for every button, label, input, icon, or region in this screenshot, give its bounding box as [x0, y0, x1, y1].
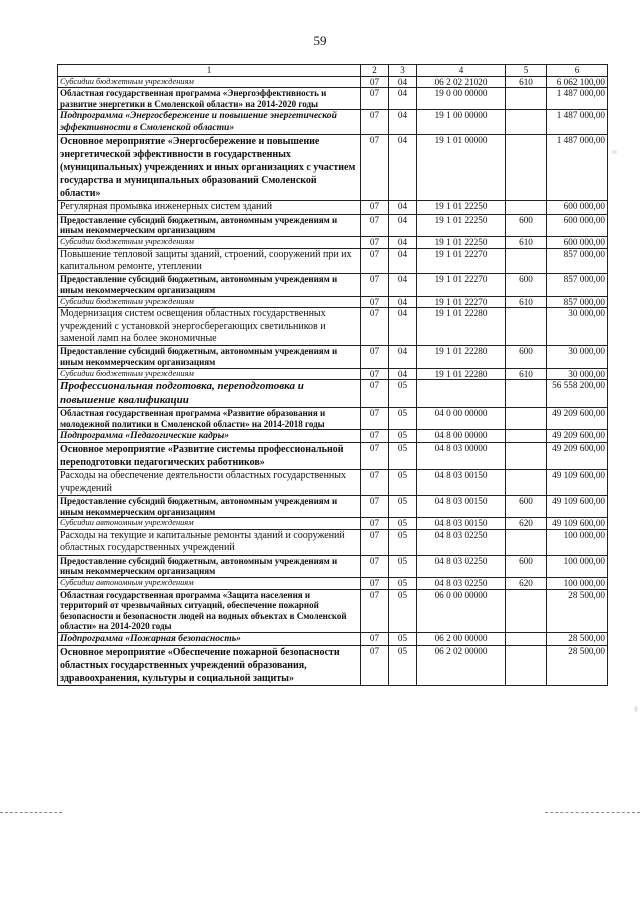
row-c6-cell: 49 109 600,00: [547, 470, 608, 496]
row-c4-cell: 19 1 01 00000: [417, 135, 506, 201]
row-c2-cell: 07: [361, 496, 389, 518]
row-c3-cell: 05: [389, 529, 417, 555]
row-name-cell: Субсидии бюджетным учреждениям: [58, 76, 361, 88]
row-c3-cell: 04: [389, 135, 417, 201]
table-row: [58, 135, 608, 201]
table-row: [58, 201, 608, 214]
row-c4-cell: 06 0 00 00000: [417, 589, 506, 632]
row-c2-cell: 07: [361, 135, 389, 201]
row-c5-cell: [506, 529, 547, 555]
row-name-cell: Субсидии бюджетным учреждениям: [58, 368, 361, 380]
row-c2-cell: 07: [361, 632, 389, 645]
header-col-4: 4: [417, 65, 506, 77]
row-name-cell: Подпрограмма «Энергосбережение и повышение энергетической эффективности в Смоленской области»: [58, 110, 361, 135]
row-c6-cell: 1 487 000,00: [547, 135, 608, 201]
table-row: [58, 346, 608, 368]
row-c2-cell: 07: [361, 529, 389, 555]
row-c3-cell: 04: [389, 201, 417, 214]
row-name-cell: Повышение тепловой защиты зданий, строений, сооружений при их капитальном ремонте, утеплении: [58, 248, 361, 274]
row-name-cell: Расходы на обеспечение деятельности областных государственных учреждений: [58, 470, 361, 496]
row-c6-cell: 1 487 000,00: [547, 110, 608, 135]
row-c5-cell: [506, 430, 547, 443]
row-c2-cell: 07: [361, 380, 389, 408]
row-c4-cell: 04 8 03 00150: [417, 496, 506, 518]
row-c2-cell: 07: [361, 308, 389, 346]
table-row: [58, 88, 608, 110]
row-c5-cell: 610: [506, 76, 547, 88]
table-row: [58, 470, 608, 496]
row-c5-cell: [506, 645, 547, 685]
row-c6-cell: 857 000,00: [547, 296, 608, 308]
row-c4-cell: 19 1 01 22270: [417, 248, 506, 274]
row-c2-cell: 07: [361, 346, 389, 368]
row-c4-cell: 04 8 03 02250: [417, 577, 506, 589]
row-c6-cell: 28 500,00: [547, 645, 608, 685]
row-c4-cell: 19 1 01 22270: [417, 274, 506, 296]
row-c5-cell: [506, 380, 547, 408]
row-c6-cell: 857 000,00: [547, 248, 608, 274]
row-c4-cell: 19 1 01 22250: [417, 201, 506, 214]
table-row: [58, 110, 608, 135]
header-col-2: 2: [361, 65, 389, 77]
row-c3-cell: 04: [389, 76, 417, 88]
row-c6-cell: 49 209 600,00: [547, 408, 608, 430]
table-row: [58, 248, 608, 274]
row-c4-cell: 04 8 03 00150: [417, 470, 506, 496]
row-name-cell: Областная государственная программа «Защита населения и территорий от чрезвычайных ситуаций, обеспечение пожарной безопасности и безопасности людей на водных объектах в Смоленской области» на 2014-2020 годы: [58, 589, 361, 632]
row-c2-cell: 07: [361, 443, 389, 470]
row-c3-cell: 04: [389, 274, 417, 296]
row-c3-cell: 05: [389, 443, 417, 470]
margin-dash-right: [545, 812, 640, 813]
row-c3-cell: 04: [389, 308, 417, 346]
row-c5-cell: [506, 308, 547, 346]
row-c2-cell: 07: [361, 274, 389, 296]
table-row: [58, 408, 608, 430]
row-c5-cell: 600: [506, 555, 547, 577]
margin-dash-left: [0, 812, 62, 813]
row-c6-cell: 28 500,00: [547, 589, 608, 632]
row-name-cell: Профессиональная подготовка, переподготовка и повышение квалификации: [58, 380, 361, 408]
row-c6-cell: 30 000,00: [547, 346, 608, 368]
row-c4-cell: 19 1 01 22280: [417, 346, 506, 368]
row-c5-cell: 600: [506, 346, 547, 368]
table-row: [58, 443, 608, 470]
row-c6-cell: 49 109 600,00: [547, 518, 608, 530]
row-c2-cell: 07: [361, 201, 389, 214]
row-c4-cell: 19 1 01 22250: [417, 236, 506, 248]
table-row: [58, 518, 608, 530]
row-name-cell: Регулярная промывка инженерных систем зданий: [58, 201, 361, 214]
row-c6-cell: 28 500,00: [547, 632, 608, 645]
row-c3-cell: 04: [389, 88, 417, 110]
header-col-6: 6: [547, 65, 608, 77]
row-c4-cell: 19 1 01 22250: [417, 214, 506, 236]
table-row: [58, 577, 608, 589]
table-row: [58, 236, 608, 248]
row-c5-cell: [506, 632, 547, 645]
row-c6-cell: 600 000,00: [547, 201, 608, 214]
row-c6-cell: 1 487 000,00: [547, 88, 608, 110]
row-c2-cell: 07: [361, 110, 389, 135]
row-name-cell: Предоставление субсидий бюджетным, автономным учреждениям и иным некоммерческим организациям: [58, 496, 361, 518]
row-c6-cell: 100 000,00: [547, 555, 608, 577]
row-c3-cell: 04: [389, 248, 417, 274]
row-c6-cell: 30 000,00: [547, 308, 608, 346]
row-name-cell: Предоставление субсидий бюджетным, автономным учреждениям и иным некоммерческим организациям: [58, 214, 361, 236]
row-c4-cell: 19 1 00 00000: [417, 110, 506, 135]
row-c6-cell: 857 000,00: [547, 274, 608, 296]
row-c2-cell: 07: [361, 645, 389, 685]
row-name-cell: Предоставление субсидий бюджетным, автономным учреждениям и иным некоммерческим организациям: [58, 346, 361, 368]
page-number: 59: [313, 33, 327, 48]
budget-table-body: [58, 65, 608, 686]
row-c4-cell: 19 0 00 00000: [417, 88, 506, 110]
table-row: [58, 308, 608, 346]
row-c3-cell: 04: [389, 110, 417, 135]
row-name-cell: Расходы на текущие и капитальные ремонты зданий и сооружений областных государственных учреждений: [58, 529, 361, 555]
row-c4-cell: 04 8 03 00000: [417, 443, 506, 470]
row-c3-cell: 04: [389, 346, 417, 368]
header-col-1: 1: [58, 65, 361, 77]
row-c6-cell: 6 062 100,00: [547, 76, 608, 88]
scan-speck: [634, 706, 638, 712]
table-row: [58, 380, 608, 408]
table-row: [58, 632, 608, 645]
table-row: [58, 368, 608, 380]
row-c4-cell: 04 8 03 02250: [417, 529, 506, 555]
row-c2-cell: 07: [361, 76, 389, 88]
row-c5-cell: [506, 248, 547, 274]
table-row: [58, 589, 608, 632]
row-c5-cell: 600: [506, 214, 547, 236]
table-row: [58, 430, 608, 443]
table-row: [58, 296, 608, 308]
row-c5-cell: 620: [506, 577, 547, 589]
row-c4-cell: 04 0 00 00000: [417, 408, 506, 430]
row-name-cell: Основное мероприятие «Энергосбережение и повышение энергетической эффективности в государственных (муниципальных) учреждениях и иных организациях с участием государства и муниципальных образований Смоленской области»: [58, 135, 361, 201]
row-c3-cell: 05: [389, 380, 417, 408]
row-name-cell: Областная государственная программа «Развитие образования и молодежной политики в Смоленской области» на 2014-2018 годы: [58, 408, 361, 430]
row-c3-cell: 05: [389, 408, 417, 430]
row-c5-cell: [506, 135, 547, 201]
budget-table: [57, 64, 608, 686]
row-c2-cell: 07: [361, 430, 389, 443]
row-name-cell: Подпрограмма «Пожарная безопасность»: [58, 632, 361, 645]
row-c3-cell: 05: [389, 430, 417, 443]
row-name-cell: Субсидии автономным учреждениям: [58, 577, 361, 589]
row-c2-cell: 07: [361, 368, 389, 380]
row-c6-cell: 100 000,00: [547, 577, 608, 589]
row-c5-cell: 610: [506, 368, 547, 380]
row-c4-cell: 06 2 02 21020: [417, 76, 506, 88]
row-c3-cell: 04: [389, 296, 417, 308]
row-c2-cell: 07: [361, 88, 389, 110]
row-name-cell: Областная государственная программа «Энергоэффективность и развитие энергетики в Смоленской области» на 2014-2020 годы: [58, 88, 361, 110]
row-c2-cell: 07: [361, 577, 389, 589]
row-c2-cell: 07: [361, 470, 389, 496]
row-c5-cell: 610: [506, 236, 547, 248]
row-c3-cell: 05: [389, 577, 417, 589]
row-c6-cell: 56 558 200,00: [547, 380, 608, 408]
row-c5-cell: [506, 470, 547, 496]
row-c4-cell: 19 1 01 22280: [417, 368, 506, 380]
row-c4-cell: 06 2 00 00000: [417, 632, 506, 645]
row-c5-cell: 610: [506, 296, 547, 308]
row-c6-cell: 30 000,00: [547, 368, 608, 380]
row-c2-cell: 07: [361, 236, 389, 248]
row-c2-cell: 07: [361, 555, 389, 577]
row-c5-cell: 600: [506, 496, 547, 518]
row-c5-cell: [506, 443, 547, 470]
row-name-cell: Субсидии автономным учреждениям: [58, 518, 361, 530]
table-row: [58, 529, 608, 555]
row-name-cell: Предоставление субсидий бюджетным, автономным учреждениям и иным некоммерческим организациям: [58, 555, 361, 577]
row-c2-cell: 07: [361, 518, 389, 530]
header-col-5: 5: [506, 65, 547, 77]
row-c4-cell: 19 1 01 22270: [417, 296, 506, 308]
row-c3-cell: 05: [389, 589, 417, 632]
row-c3-cell: 04: [389, 236, 417, 248]
table-row: [58, 645, 608, 685]
row-c3-cell: 05: [389, 470, 417, 496]
row-c3-cell: 05: [389, 496, 417, 518]
row-c6-cell: 600 000,00: [547, 236, 608, 248]
row-c6-cell: 49 209 600,00: [547, 443, 608, 470]
row-c6-cell: 49 209 600,00: [547, 430, 608, 443]
row-c4-cell: 04 8 03 00150: [417, 518, 506, 530]
table-row: [58, 555, 608, 577]
row-c2-cell: 07: [361, 214, 389, 236]
row-c3-cell: 04: [389, 368, 417, 380]
row-c3-cell: 05: [389, 518, 417, 530]
row-c5-cell: 600: [506, 274, 547, 296]
row-c6-cell: 49 109 600,00: [547, 496, 608, 518]
row-c6-cell: 600 000,00: [547, 214, 608, 236]
row-c6-cell: 100 000,00: [547, 529, 608, 555]
row-name-cell: Модернизация систем освещения областных государственных учреждений с установкой энергосберегающих светильников и заменой ламп на более экономичные: [58, 308, 361, 346]
row-name-cell: Основное мероприятие «Обеспечение пожарной безопасности областных государственных учреждений образования, здравоохранения, культуры и социальной защиты»: [58, 645, 361, 685]
row-c4-cell: 06 2 02 00000: [417, 645, 506, 685]
table-row: [58, 496, 608, 518]
row-c2-cell: 07: [361, 248, 389, 274]
row-c4-cell: 04 8 03 02250: [417, 555, 506, 577]
row-c4-cell: 04 8 00 00000: [417, 430, 506, 443]
table-row: [58, 76, 608, 88]
row-c5-cell: [506, 110, 547, 135]
table-row: [58, 274, 608, 296]
row-c2-cell: 07: [361, 296, 389, 308]
table-row: [58, 214, 608, 236]
table-header-row: [58, 65, 608, 77]
row-c4-cell: 19 1 01 22280: [417, 308, 506, 346]
row-c5-cell: 620: [506, 518, 547, 530]
row-c2-cell: 07: [361, 589, 389, 632]
row-c3-cell: 05: [389, 632, 417, 645]
row-c3-cell: 05: [389, 645, 417, 685]
row-name-cell: Субсидии бюджетным учреждениям: [58, 296, 361, 308]
row-name-cell: Предоставление субсидий бюджетным, автономным учреждениям и иным некоммерческим организациям: [58, 274, 361, 296]
row-c3-cell: 04: [389, 214, 417, 236]
row-name-cell: Основное мероприятие «Развитие системы профессиональной переподготовки педагогических работников»: [58, 443, 361, 470]
header-col-3: 3: [389, 65, 417, 77]
row-name-cell: Субсидии бюджетным учреждениям: [58, 236, 361, 248]
row-c3-cell: 05: [389, 555, 417, 577]
row-c5-cell: [506, 88, 547, 110]
row-c5-cell: [506, 408, 547, 430]
row-c4-cell: [417, 380, 506, 408]
row-name-cell: Подпрограмма «Педагогические кадры»: [58, 430, 361, 443]
row-c5-cell: [506, 589, 547, 632]
row-c2-cell: 07: [361, 408, 389, 430]
row-c5-cell: [506, 201, 547, 214]
scan-speck: [612, 150, 617, 154]
